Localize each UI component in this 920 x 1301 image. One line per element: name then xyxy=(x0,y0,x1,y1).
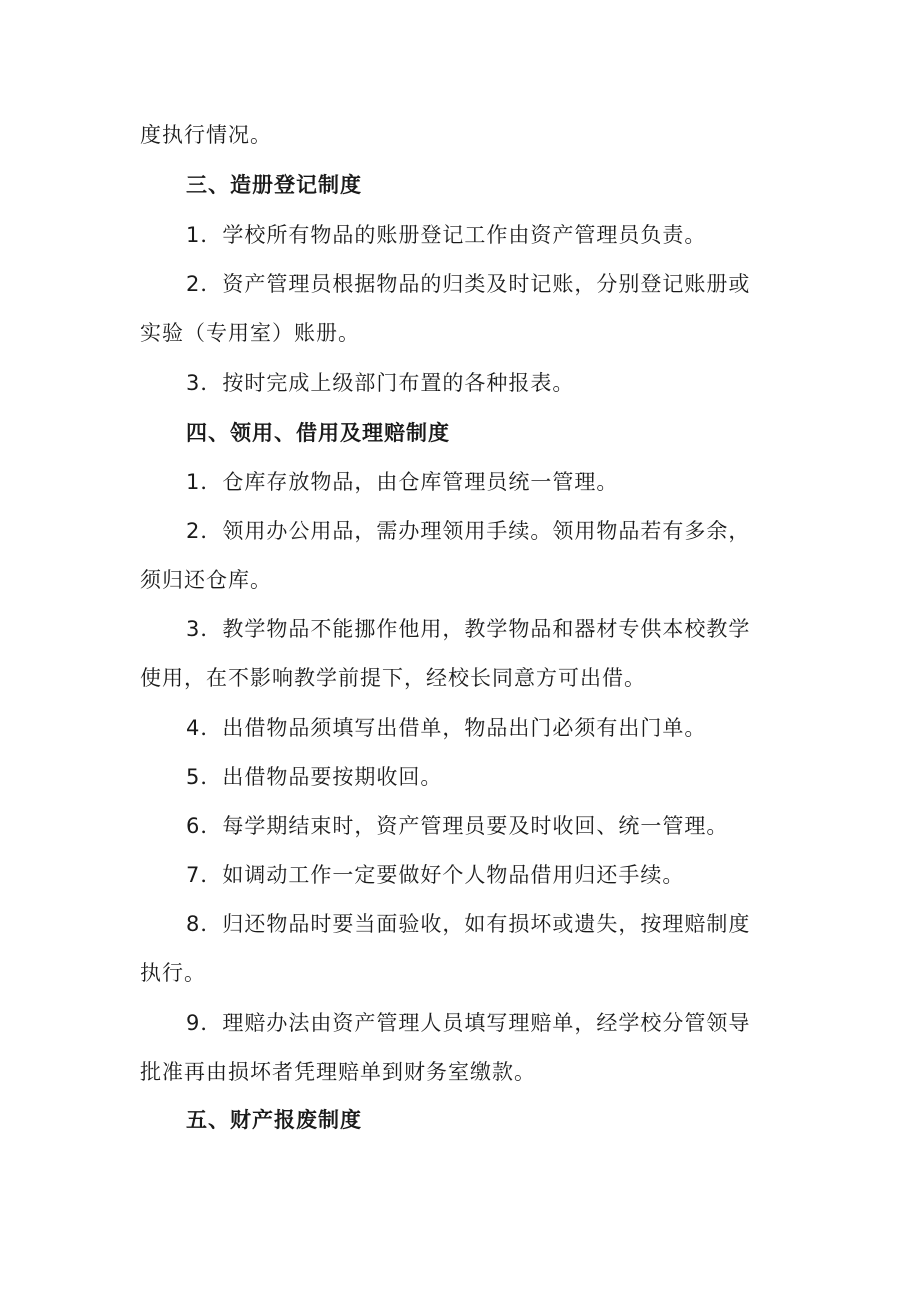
section-heading-four: 四、领用、借用及理赔制度 xyxy=(186,421,450,445)
text-line: 批准再由损坏者凭理赔单到财务室缴款。 xyxy=(140,1060,536,1084)
text-line: 使用，在不影响教学前提下，经校长同意方可出借。 xyxy=(140,666,646,690)
text-line: 执行。 xyxy=(140,961,206,985)
text-line: 2．资产管理员根据物品的归类及时记账，分别登记账册或 xyxy=(186,272,751,296)
text-line: 须归还仓库。 xyxy=(140,568,272,592)
text-line: 4．出借物品须填写出借单，物品出门必须有出门单。 xyxy=(186,716,707,740)
text-line: 3．教学物品不能挪作他用，教学物品和器材专供本校教学 xyxy=(186,617,751,641)
text-line: 3．按时完成上级部门布置的各种报表。 xyxy=(186,371,575,395)
text-line: 1．仓库存放物品，由仓库管理员统一管理。 xyxy=(186,470,619,494)
text-line: 2．领用办公用品，需办理领用手续。领用物品若有多余， xyxy=(186,519,751,543)
section-heading-three: 三、造册登记制度 xyxy=(186,173,362,197)
text-line: 1．学校所有物品的账册登记工作由资产管理员负责。 xyxy=(186,223,707,247)
text-line: 度执行情况。 xyxy=(140,123,272,147)
text-line: 5．出借物品要按期收回。 xyxy=(186,765,443,789)
text-line: 7．如调动工作一定要做好个人物品借用归还手续。 xyxy=(186,863,685,887)
text-line: 8．归还物品时要当面验收，如有损坏或遗失，按理赔制度 xyxy=(186,912,751,936)
section-heading-five: 五、财产报废制度 xyxy=(186,1108,362,1132)
text-line: 6．每学期结束时，资产管理员要及时收回、统一管理。 xyxy=(186,814,729,838)
text-line: 实验（专用室）账册。 xyxy=(140,321,360,345)
text-line: 9．理赔办法由资产管理人员填写理赔单，经学校分管领导 xyxy=(186,1011,751,1035)
